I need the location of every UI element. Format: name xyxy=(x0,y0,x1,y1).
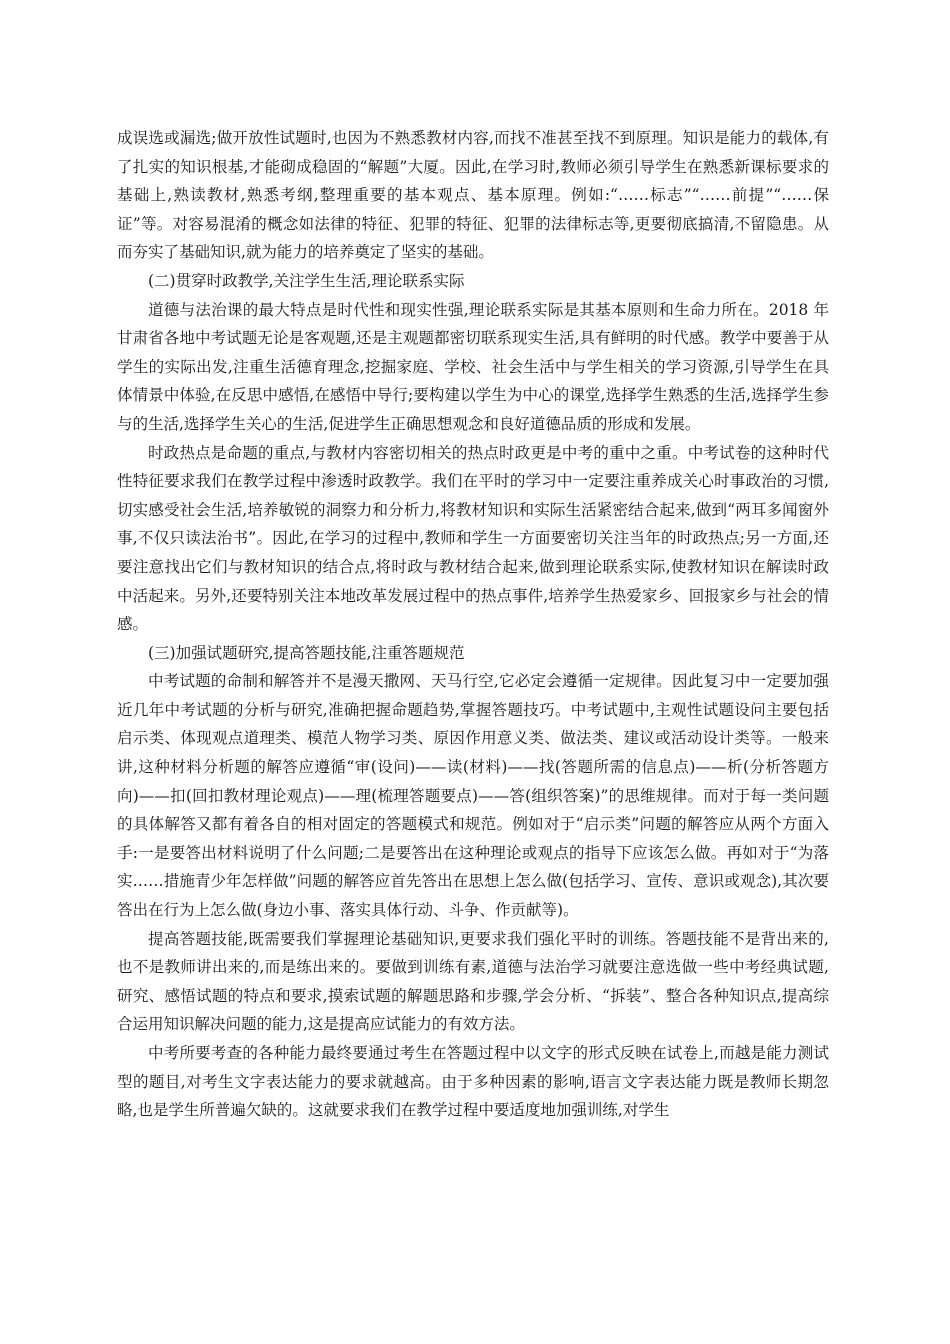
document-body xyxy=(117,124,829,1125)
section-heading-3: (三)加强试题研究,提高答题技能,注重答题规范 xyxy=(148,643,465,662)
paragraph: 提高答题技能,既需要我们掌握理论基础知识,更要求我们强化平时的训练。答题技能不是背出来的,也不是教师讲出来的,而是练出来的。要做到训练有素,道德与法治学习就要注意选做一些中考经典试题,研究、感悟试题的特点和要求,摸索试题的解题思路和步骤,学会分析、“拆装”、整合各种知识点,提高综合运用知识解决问题的能力,这是提高应试能力的有效方法。 xyxy=(117,929,829,1034)
paragraph: 道德与法治课的最大特点是时代性和现实性强,理论联系实际是其基本原则和生命力所在。2018 年甘肃省各地中考试题无论是客观题,还是主观题都密切联系现实生活,具有鲜明的时代感。教学中要善于从学生的实际出发,注重生活德育理念,挖掘家庭、学校、社会生活中与学生相关的学习资源,引导学生在具体情景中体验,在反思中感悟,在感悟中导行;要构建以学生为中心的课堂,选择学生熟悉的生活,选择学生参与的生活,选择学生关心的生活,促进学生正确思想观念和良好道德品质的形成和发展。 xyxy=(117,300,829,433)
paragraph-continuation: 成误选或漏选;做开放性试题时,也因为不熟悉教材内容,而找不准甚至找不到原理。知识是能力的载体,有了扎实的知识根基,才能砌成稳固的“解题”大厦。因此,在学习时,教师必须引导学生在熟悉新课标要求的基础上,熟读教材,熟悉考纲,整理重要的基本观点、基本原理。例如:“……标志”“……前提”“……保证”等。对容易混淆的概念如法律的特征、犯罪的特征、犯罪的法律标志等,更要彻底搞清,不留隐患。从而夯实了基础知识,就为能力的培养奠定了坚实的基础。 xyxy=(117,129,829,262)
section-heading-2: (二)贯穿时政教学,关注学生生活,理论联系实际 xyxy=(148,271,465,290)
paragraph: 时政热点是命题的重点,与教材内容密切相关的热点时政更是中考的重中之重。中考试卷的这种时代性特征要求我们在教学过程中渗透时政教学。我们在平时的学习中一定要注重养成关心时事政治的习惯,切实感受社会生活,培养敏锐的洞察力和分析力,将教材知识和实际生活紧密结合起来,做到“两耳多闻窗外事,不仅只读法治书”。因此,在学习的过程中,教师和学生一方面要密切关注当年的时政热点;另一方面,还要注意找出它们与教材知识的结合点,将时政与教材结合起来,做到理论联系实际,使教材知识在解读时政中活起来。另外,还要特别关注本地改革发展过程中的热点事件,培养学生热爱家乡、回报家乡与社会的情感。 xyxy=(117,443,829,634)
paragraph: 中考试题的命制和解答并不是漫天撒网、天马行空,它必定会遵循一定规律。因此复习中一定要加强近几年中考试题的分析与研究,准确把握命题趋势,掌握答题技巧。中考试题中,主观性试题设问主要包括启示类、体现观点道理类、模范人物学习类、原因作用意义类、做法类、建议或活动设计类等。一般来讲,这种材料分析题的解答应遵循“审(设问)——读(材料)——找(答题所需的信息点)——析(分析答题方向)——扣(回扣教材理论观点)——理(梳理答题要点)——答(组织答案)”的思维规律。而对于每一类问题的具体解答又都有着各自的相对固定的答题模式和规范。例如对于“启示类”问题的解答应从两个方面入手:一是要答出材料说明了什么问题;二是要答出在这种理论或观点的指导下应该怎么做。再如对于“为落实……措施青少年怎样做”问题的解答应首先答出在思想上怎么做(包括学习、宣传、意识或观念),其次要答出在行为上怎么做(身边小事、落实具体行动、斗争、作贡献等)。 xyxy=(117,672,829,920)
paragraph: 中考所要考查的各种能力最终要通过考生在答题过程中以文字的形式反映在试卷上,而越是能力测试型的题目,对考生文字表达能力的要求就越高。由于多种因素的影响,语言文字表达能力既是教师长期忽略,也是学生所普遍欠缺的。这就要求我们在教学过程中要适度地加强训练,对学生 xyxy=(117,1044,829,1120)
